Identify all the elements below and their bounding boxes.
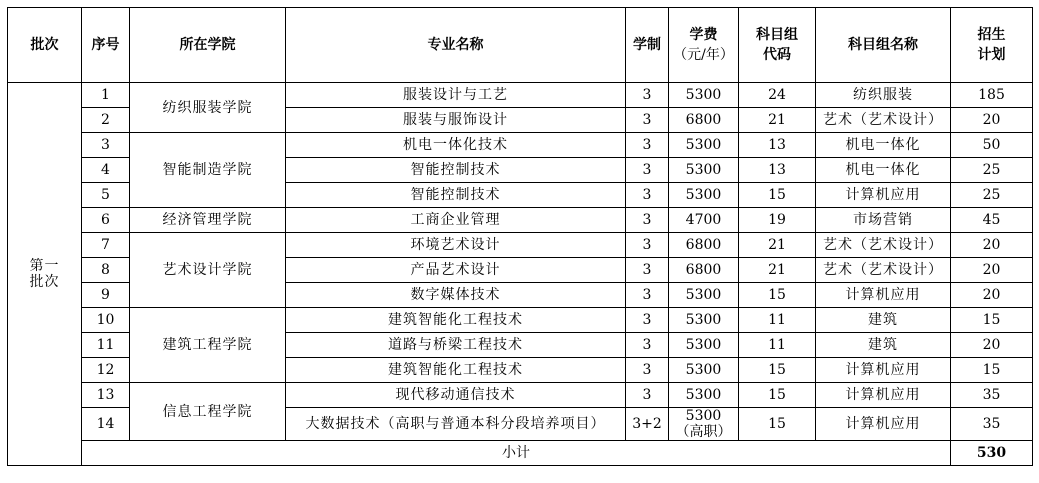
college-cell: 经济管理学院 xyxy=(130,208,286,233)
plan-cell: 15 xyxy=(951,358,1033,383)
group-cell: 计算机应用 xyxy=(816,283,951,308)
fee-cell: 5300 xyxy=(669,83,739,108)
duration-cell: 3 xyxy=(626,108,669,133)
plan-cell: 15 xyxy=(951,308,1033,333)
major-cell: 数字媒体技术 xyxy=(286,283,626,308)
fee-cell: 5300 xyxy=(669,333,739,358)
plan-cell: 35 xyxy=(951,408,1033,441)
seq-cell: 1 xyxy=(82,83,130,108)
fee-cell: 4700 xyxy=(669,208,739,233)
duration-cell: 3 xyxy=(626,183,669,208)
code-cell: 13 xyxy=(739,158,816,183)
duration-cell: 3 xyxy=(626,133,669,158)
college-cell: 艺术设计学院 xyxy=(130,233,286,308)
major-cell: 环境艺术设计 xyxy=(286,233,626,258)
code-cell: 21 xyxy=(739,233,816,258)
college-cell: 纺织服装学院 xyxy=(130,83,286,133)
header-code-line2: 代码 xyxy=(763,47,791,63)
major-cell: 机电一体化技术 xyxy=(286,133,626,158)
code-cell: 15 xyxy=(739,183,816,208)
fee-cell: 5300 xyxy=(669,158,739,183)
header-batch: 批次 xyxy=(8,8,82,83)
seq-cell: 7 xyxy=(82,233,130,258)
header-major: 专业名称 xyxy=(286,8,626,83)
major-cell: 建筑智能化工程技术 xyxy=(286,358,626,383)
seq-cell: 2 xyxy=(82,108,130,133)
header-code-line1: 科目组 xyxy=(756,27,798,43)
seq-cell: 9 xyxy=(82,283,130,308)
plan-cell: 20 xyxy=(951,108,1033,133)
header-college: 所在学院 xyxy=(130,8,286,83)
header-plan-line2: 计划 xyxy=(977,47,1006,63)
table-row xyxy=(8,308,1033,333)
group-cell: 计算机应用 xyxy=(816,358,951,383)
major-cell: 工商企业管理 xyxy=(286,208,626,233)
table-row xyxy=(8,233,1033,258)
group-cell: 计算机应用 xyxy=(816,383,951,408)
seq-cell: 6 xyxy=(82,208,130,233)
duration-cell: 3 xyxy=(626,333,669,358)
fee-note: （高职） xyxy=(675,424,732,440)
duration-cell: 3+2 xyxy=(626,408,669,441)
code-cell: 11 xyxy=(739,333,816,358)
fee-cell xyxy=(669,408,739,441)
fee-cell: 6800 xyxy=(669,233,739,258)
fee-cell: 5300 xyxy=(669,133,739,158)
table-row xyxy=(8,208,1033,233)
fee-value: 5300 xyxy=(685,408,722,424)
group-cell: 机电一体化 xyxy=(816,133,951,158)
code-cell: 11 xyxy=(739,308,816,333)
group-cell: 市场营销 xyxy=(816,208,951,233)
major-cell: 智能控制技术 xyxy=(286,183,626,208)
group-cell: 计算机应用 xyxy=(816,408,951,441)
seq-cell: 4 xyxy=(82,158,130,183)
duration-cell: 3 xyxy=(626,233,669,258)
code-cell: 19 xyxy=(739,208,816,233)
header-code xyxy=(739,8,816,83)
header-seq: 序号 xyxy=(82,8,130,83)
enrollment-plan-table xyxy=(7,7,1033,466)
college-cell: 智能制造学院 xyxy=(130,133,286,208)
seq-cell: 5 xyxy=(82,183,130,208)
fee-cell: 5300 xyxy=(669,383,739,408)
seq-cell: 11 xyxy=(82,333,130,358)
duration-cell: 3 xyxy=(626,383,669,408)
header-row xyxy=(8,8,1033,83)
code-cell: 24 xyxy=(739,83,816,108)
group-cell: 建筑 xyxy=(816,333,951,358)
major-cell: 道路与桥梁工程技术 xyxy=(286,333,626,358)
batch-line2: 批次 xyxy=(29,274,60,290)
subtotal-row xyxy=(8,441,1033,466)
major-cell: 产品艺术设计 xyxy=(286,258,626,283)
fee-cell: 5300 xyxy=(669,283,739,308)
header-fee-line2: （元/年） xyxy=(673,47,734,63)
batch-line1: 第一 xyxy=(29,258,60,274)
college-cell: 信息工程学院 xyxy=(130,383,286,441)
fee-cell: 5300 xyxy=(669,308,739,333)
fee-cell: 5300 xyxy=(669,183,739,208)
header-group-name: 科目组名称 xyxy=(816,8,951,83)
header-duration: 学制 xyxy=(626,8,669,83)
plan-cell: 20 xyxy=(951,333,1033,358)
duration-cell: 3 xyxy=(626,308,669,333)
code-cell: 15 xyxy=(739,408,816,441)
subtotal-value: 530 xyxy=(951,441,1033,466)
code-cell: 21 xyxy=(739,108,816,133)
seq-cell: 14 xyxy=(82,408,130,441)
group-cell: 机电一体化 xyxy=(816,158,951,183)
plan-cell: 45 xyxy=(951,208,1033,233)
seq-cell: 13 xyxy=(82,383,130,408)
header-fee xyxy=(669,8,739,83)
plan-cell: 50 xyxy=(951,133,1033,158)
table-row xyxy=(8,83,1033,108)
duration-cell: 3 xyxy=(626,83,669,108)
batch-cell xyxy=(8,83,82,466)
group-cell: 建筑 xyxy=(816,308,951,333)
plan-cell: 35 xyxy=(951,383,1033,408)
duration-cell: 3 xyxy=(626,283,669,308)
duration-cell: 3 xyxy=(626,158,669,183)
major-cell: 服装与服饰设计 xyxy=(286,108,626,133)
plan-cell: 25 xyxy=(951,158,1033,183)
major-cell: 建筑智能化工程技术 xyxy=(286,308,626,333)
seq-cell: 3 xyxy=(82,133,130,158)
header-fee-line1: 学费 xyxy=(689,27,718,43)
fee-cell: 6800 xyxy=(669,108,739,133)
duration-cell: 3 xyxy=(626,358,669,383)
table-row xyxy=(8,383,1033,408)
group-cell: 艺术（艺术设计） xyxy=(816,108,951,133)
header-plan-line1: 招生 xyxy=(977,27,1006,43)
code-cell: 15 xyxy=(739,358,816,383)
fee-cell: 6800 xyxy=(669,258,739,283)
duration-cell: 3 xyxy=(626,208,669,233)
duration-cell: 3 xyxy=(626,258,669,283)
plan-cell: 20 xyxy=(951,233,1033,258)
seq-cell: 10 xyxy=(82,308,130,333)
major-cell: 服装设计与工艺 xyxy=(286,83,626,108)
plan-cell: 20 xyxy=(951,258,1033,283)
group-cell: 艺术（艺术设计） xyxy=(816,258,951,283)
major-cell: 智能控制技术 xyxy=(286,158,626,183)
code-cell: 15 xyxy=(739,383,816,408)
group-cell: 艺术（艺术设计） xyxy=(816,233,951,258)
plan-cell: 25 xyxy=(951,183,1033,208)
header-plan xyxy=(951,8,1033,83)
fee-cell: 5300 xyxy=(669,358,739,383)
code-cell: 13 xyxy=(739,133,816,158)
code-cell: 21 xyxy=(739,258,816,283)
college-cell: 建筑工程学院 xyxy=(130,308,286,383)
code-cell: 15 xyxy=(739,283,816,308)
group-cell: 计算机应用 xyxy=(816,183,951,208)
plan-cell: 185 xyxy=(951,83,1033,108)
subtotal-label: 小计 xyxy=(82,441,951,466)
major-cell: 现代移动通信技术 xyxy=(286,383,626,408)
table-row xyxy=(8,133,1033,158)
major-cell: 大数据技术（高职与普通本科分段培养项目） xyxy=(286,408,626,441)
group-cell: 纺织服装 xyxy=(816,83,951,108)
seq-cell: 12 xyxy=(82,358,130,383)
plan-cell: 20 xyxy=(951,283,1033,308)
seq-cell: 8 xyxy=(82,258,130,283)
